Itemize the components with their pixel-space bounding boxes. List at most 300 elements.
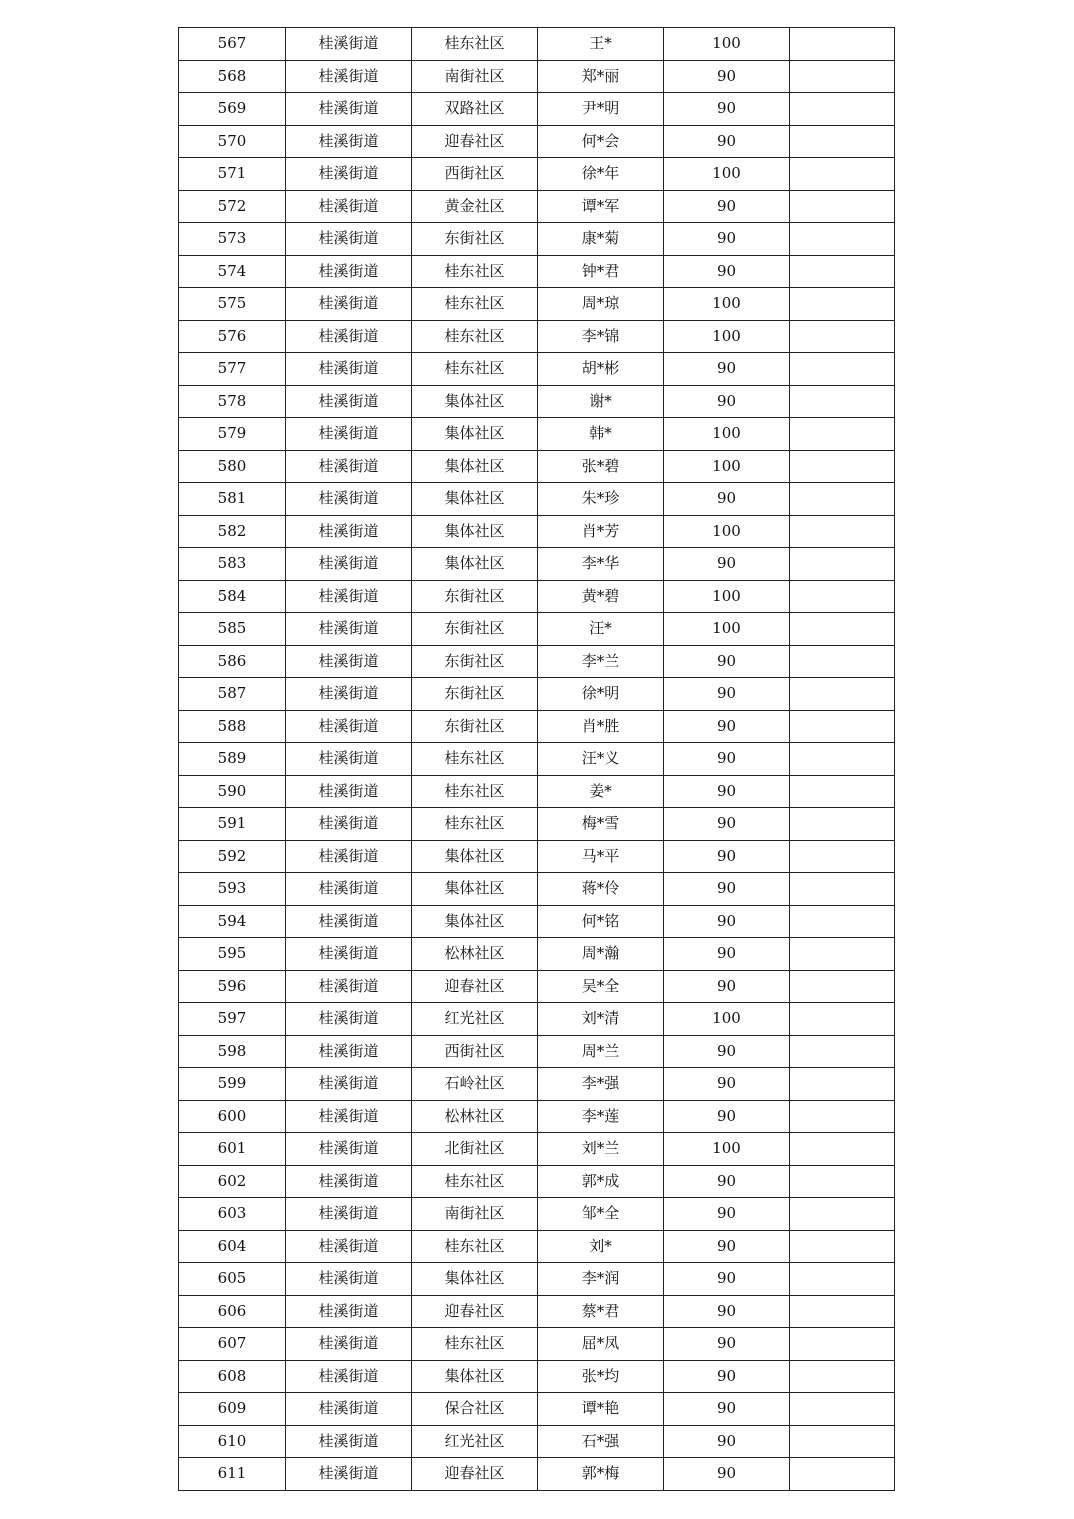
community-cell: 西街社区: [412, 1035, 538, 1068]
table-row: [179, 288, 895, 321]
street-cell: 桂溪街道: [286, 93, 412, 126]
table-row: [179, 548, 895, 581]
score-cell: 100: [664, 320, 790, 353]
table-row: [179, 1360, 895, 1393]
name-cell: 肖*芳: [538, 515, 664, 548]
row-number-cell: 575: [179, 288, 286, 321]
name-cell: 张*均: [538, 1360, 664, 1393]
score-cell: 100: [664, 288, 790, 321]
score-cell: 90: [664, 190, 790, 223]
street-cell: 桂溪街道: [286, 418, 412, 451]
community-cell: 桂东社区: [412, 255, 538, 288]
name-cell: 郭*成: [538, 1165, 664, 1198]
table-row: [179, 418, 895, 451]
row-number-cell: 570: [179, 125, 286, 158]
name-cell: 李*锦: [538, 320, 664, 353]
row-number-cell: 579: [179, 418, 286, 451]
table-row: [179, 1230, 895, 1263]
note-cell: [790, 1263, 895, 1296]
score-cell: 90: [664, 1458, 790, 1491]
row-number-cell: 576: [179, 320, 286, 353]
table-row: [179, 28, 895, 61]
name-cell: 姜*: [538, 775, 664, 808]
note-cell: [790, 710, 895, 743]
table-row: [179, 1295, 895, 1328]
row-number-cell: 588: [179, 710, 286, 743]
row-number-cell: 574: [179, 255, 286, 288]
note-cell: [790, 808, 895, 841]
name-cell: 马*平: [538, 840, 664, 873]
note-cell: [790, 840, 895, 873]
table-row: [179, 1393, 895, 1426]
community-cell: 集体社区: [412, 548, 538, 581]
note-cell: [790, 1393, 895, 1426]
score-cell: 90: [664, 1198, 790, 1231]
table-row: [179, 1263, 895, 1296]
score-cell: 90: [664, 970, 790, 1003]
table-row: [179, 873, 895, 906]
community-cell: 北街社区: [412, 1133, 538, 1166]
note-cell: [790, 580, 895, 613]
row-number-cell: 587: [179, 678, 286, 711]
roster-table-body: [179, 28, 895, 1491]
name-cell: 徐*明: [538, 678, 664, 711]
note-cell: [790, 385, 895, 418]
note-cell: [790, 418, 895, 451]
community-cell: 双路社区: [412, 93, 538, 126]
name-cell: 郑*丽: [538, 60, 664, 93]
community-cell: 红光社区: [412, 1425, 538, 1458]
score-cell: 90: [664, 483, 790, 516]
community-cell: 桂东社区: [412, 320, 538, 353]
score-cell: 90: [664, 548, 790, 581]
street-cell: 桂溪街道: [286, 710, 412, 743]
name-cell: 韩*: [538, 418, 664, 451]
street-cell: 桂溪街道: [286, 1263, 412, 1296]
score-cell: 90: [664, 1230, 790, 1263]
community-cell: 东街社区: [412, 710, 538, 743]
table-row: [179, 710, 895, 743]
name-cell: 谭*军: [538, 190, 664, 223]
table-row: [179, 515, 895, 548]
table-row: [179, 1100, 895, 1133]
street-cell: 桂溪街道: [286, 1133, 412, 1166]
score-cell: 100: [664, 450, 790, 483]
row-number-cell: 568: [179, 60, 286, 93]
street-cell: 桂溪街道: [286, 1328, 412, 1361]
community-cell: 集体社区: [412, 483, 538, 516]
street-cell: 桂溪街道: [286, 1100, 412, 1133]
community-cell: 东街社区: [412, 678, 538, 711]
community-cell: 保合社区: [412, 1393, 538, 1426]
score-cell: 100: [664, 515, 790, 548]
community-cell: 桂东社区: [412, 775, 538, 808]
name-cell: 张*碧: [538, 450, 664, 483]
table-row: [179, 1165, 895, 1198]
name-cell: 尹*明: [538, 93, 664, 126]
score-cell: 90: [664, 1068, 790, 1101]
table-row: [179, 450, 895, 483]
street-cell: 桂溪街道: [286, 1458, 412, 1491]
row-number-cell: 596: [179, 970, 286, 1003]
community-cell: 松林社区: [412, 1100, 538, 1133]
community-cell: 西街社区: [412, 158, 538, 191]
name-cell: 周*琼: [538, 288, 664, 321]
row-number-cell: 603: [179, 1198, 286, 1231]
community-cell: 集体社区: [412, 450, 538, 483]
community-cell: 东街社区: [412, 223, 538, 256]
row-number-cell: 585: [179, 613, 286, 646]
name-cell: 周*兰: [538, 1035, 664, 1068]
name-cell: 徐*年: [538, 158, 664, 191]
score-cell: 90: [664, 840, 790, 873]
note-cell: [790, 1230, 895, 1263]
community-cell: 南街社区: [412, 1198, 538, 1231]
row-number-cell: 572: [179, 190, 286, 223]
score-cell: 90: [664, 873, 790, 906]
row-number-cell: 604: [179, 1230, 286, 1263]
row-number-cell: 591: [179, 808, 286, 841]
score-cell: 90: [664, 645, 790, 678]
community-cell: 集体社区: [412, 385, 538, 418]
name-cell: 谭*艳: [538, 1393, 664, 1426]
street-cell: 桂溪街道: [286, 678, 412, 711]
name-cell: 石*强: [538, 1425, 664, 1458]
row-number-cell: 610: [179, 1425, 286, 1458]
note-cell: [790, 93, 895, 126]
score-cell: 90: [664, 223, 790, 256]
row-number-cell: 606: [179, 1295, 286, 1328]
name-cell: 王*: [538, 28, 664, 61]
community-cell: 桂东社区: [412, 28, 538, 61]
table-row: [179, 905, 895, 938]
street-cell: 桂溪街道: [286, 353, 412, 386]
table-row: [179, 678, 895, 711]
community-cell: 桂东社区: [412, 353, 538, 386]
note-cell: [790, 905, 895, 938]
table-row: [179, 1068, 895, 1101]
note-cell: [790, 1328, 895, 1361]
community-cell: 东街社区: [412, 580, 538, 613]
row-number-cell: 569: [179, 93, 286, 126]
note-cell: [790, 125, 895, 158]
row-number-cell: 595: [179, 938, 286, 971]
table-row: [179, 223, 895, 256]
roster-table: [178, 27, 895, 1491]
street-cell: 桂溪街道: [286, 1295, 412, 1328]
community-cell: 东街社区: [412, 613, 538, 646]
score-cell: 100: [664, 580, 790, 613]
community-cell: 石岭社区: [412, 1068, 538, 1101]
table-row: [179, 1133, 895, 1166]
street-cell: 桂溪街道: [286, 320, 412, 353]
street-cell: 桂溪街道: [286, 1068, 412, 1101]
note-cell: [790, 775, 895, 808]
score-cell: 90: [664, 1360, 790, 1393]
score-cell: 90: [664, 710, 790, 743]
name-cell: 吴*全: [538, 970, 664, 1003]
score-cell: 90: [664, 60, 790, 93]
name-cell: 何*会: [538, 125, 664, 158]
name-cell: 刘*清: [538, 1003, 664, 1036]
note-cell: [790, 1458, 895, 1491]
community-cell: 迎春社区: [412, 1458, 538, 1491]
table-row: [179, 775, 895, 808]
row-number-cell: 600: [179, 1100, 286, 1133]
community-cell: 迎春社区: [412, 970, 538, 1003]
street-cell: 桂溪街道: [286, 1360, 412, 1393]
table-row: [179, 93, 895, 126]
street-cell: 桂溪街道: [286, 905, 412, 938]
row-number-cell: 601: [179, 1133, 286, 1166]
score-cell: 100: [664, 613, 790, 646]
table-row: [179, 1003, 895, 1036]
community-cell: 集体社区: [412, 905, 538, 938]
name-cell: 刘*: [538, 1230, 664, 1263]
table-row: [179, 970, 895, 1003]
street-cell: 桂溪街道: [286, 60, 412, 93]
row-number-cell: 611: [179, 1458, 286, 1491]
note-cell: [790, 1165, 895, 1198]
row-number-cell: 592: [179, 840, 286, 873]
note-cell: [790, 190, 895, 223]
row-number-cell: 589: [179, 743, 286, 776]
score-cell: 90: [664, 1165, 790, 1198]
table-row: [179, 645, 895, 678]
row-number-cell: 583: [179, 548, 286, 581]
street-cell: 桂溪街道: [286, 1003, 412, 1036]
street-cell: 桂溪街道: [286, 255, 412, 288]
row-number-cell: 581: [179, 483, 286, 516]
score-cell: 90: [664, 775, 790, 808]
row-number-cell: 593: [179, 873, 286, 906]
score-cell: 90: [664, 743, 790, 776]
note-cell: [790, 1003, 895, 1036]
street-cell: 桂溪街道: [286, 190, 412, 223]
score-cell: 90: [664, 385, 790, 418]
street-cell: 桂溪街道: [286, 548, 412, 581]
name-cell: 梅*雪: [538, 808, 664, 841]
name-cell: 周*瀚: [538, 938, 664, 971]
row-number-cell: 598: [179, 1035, 286, 1068]
name-cell: 郭*梅: [538, 1458, 664, 1491]
street-cell: 桂溪街道: [286, 450, 412, 483]
table-row: [179, 743, 895, 776]
table-row: [179, 580, 895, 613]
name-cell: 屈*凤: [538, 1328, 664, 1361]
table-row: [179, 125, 895, 158]
table-row: [179, 1425, 895, 1458]
street-cell: 桂溪街道: [286, 1425, 412, 1458]
note-cell: [790, 223, 895, 256]
community-cell: 集体社区: [412, 418, 538, 451]
name-cell: 胡*彬: [538, 353, 664, 386]
row-number-cell: 571: [179, 158, 286, 191]
row-number-cell: 580: [179, 450, 286, 483]
name-cell: 肖*胜: [538, 710, 664, 743]
row-number-cell: 594: [179, 905, 286, 938]
score-cell: 90: [664, 1328, 790, 1361]
community-cell: 桂东社区: [412, 808, 538, 841]
score-cell: 90: [664, 1295, 790, 1328]
community-cell: 黄金社区: [412, 190, 538, 223]
community-cell: 东街社区: [412, 645, 538, 678]
community-cell: 桂东社区: [412, 1230, 538, 1263]
community-cell: 桂东社区: [412, 288, 538, 321]
note-cell: [790, 548, 895, 581]
community-cell: 桂东社区: [412, 743, 538, 776]
name-cell: 蔡*君: [538, 1295, 664, 1328]
table-row: [179, 840, 895, 873]
score-cell: 90: [664, 93, 790, 126]
note-cell: [790, 678, 895, 711]
note-cell: [790, 970, 895, 1003]
street-cell: 桂溪街道: [286, 483, 412, 516]
name-cell: 李*莲: [538, 1100, 664, 1133]
row-number-cell: 605: [179, 1263, 286, 1296]
table-row: [179, 483, 895, 516]
street-cell: 桂溪街道: [286, 580, 412, 613]
row-number-cell: 597: [179, 1003, 286, 1036]
table-row: [179, 1198, 895, 1231]
row-number-cell: 584: [179, 580, 286, 613]
score-cell: 90: [664, 678, 790, 711]
street-cell: 桂溪街道: [286, 1198, 412, 1231]
note-cell: [790, 743, 895, 776]
street-cell: 桂溪街道: [286, 288, 412, 321]
community-cell: 集体社区: [412, 840, 538, 873]
score-cell: 90: [664, 808, 790, 841]
note-cell: [790, 450, 895, 483]
name-cell: 钟*君: [538, 255, 664, 288]
note-cell: [790, 1198, 895, 1231]
table-row: [179, 613, 895, 646]
community-cell: 迎春社区: [412, 1295, 538, 1328]
score-cell: 90: [664, 1100, 790, 1133]
row-number-cell: 602: [179, 1165, 286, 1198]
table-row: [179, 190, 895, 223]
community-cell: 集体社区: [412, 1263, 538, 1296]
note-cell: [790, 938, 895, 971]
name-cell: 康*菊: [538, 223, 664, 256]
row-number-cell: 599: [179, 1068, 286, 1101]
score-cell: 90: [664, 1035, 790, 1068]
street-cell: 桂溪街道: [286, 385, 412, 418]
row-number-cell: 590: [179, 775, 286, 808]
street-cell: 桂溪街道: [286, 1393, 412, 1426]
row-number-cell: 586: [179, 645, 286, 678]
street-cell: 桂溪街道: [286, 840, 412, 873]
score-cell: 100: [664, 1003, 790, 1036]
name-cell: 何*铭: [538, 905, 664, 938]
score-cell: 100: [664, 158, 790, 191]
street-cell: 桂溪街道: [286, 125, 412, 158]
note-cell: [790, 1100, 895, 1133]
score-cell: 90: [664, 938, 790, 971]
table-row: [179, 158, 895, 191]
note-cell: [790, 1360, 895, 1393]
name-cell: 蒋*伶: [538, 873, 664, 906]
note-cell: [790, 1425, 895, 1458]
score-cell: 90: [664, 353, 790, 386]
score-cell: 90: [664, 1393, 790, 1426]
name-cell: 李*兰: [538, 645, 664, 678]
community-cell: 集体社区: [412, 873, 538, 906]
street-cell: 桂溪街道: [286, 223, 412, 256]
name-cell: 李*润: [538, 1263, 664, 1296]
name-cell: 朱*珍: [538, 483, 664, 516]
street-cell: 桂溪街道: [286, 28, 412, 61]
table-row: [179, 1035, 895, 1068]
name-cell: 李*华: [538, 548, 664, 581]
note-cell: [790, 353, 895, 386]
street-cell: 桂溪街道: [286, 158, 412, 191]
table-row: [179, 255, 895, 288]
row-number-cell: 567: [179, 28, 286, 61]
name-cell: 汪*: [538, 613, 664, 646]
street-cell: 桂溪街道: [286, 970, 412, 1003]
table-row: [179, 385, 895, 418]
note-cell: [790, 1068, 895, 1101]
score-cell: 100: [664, 418, 790, 451]
street-cell: 桂溪街道: [286, 808, 412, 841]
table-row: [179, 1328, 895, 1361]
name-cell: 刘*兰: [538, 1133, 664, 1166]
note-cell: [790, 158, 895, 191]
note-cell: [790, 1133, 895, 1166]
community-cell: 迎春社区: [412, 125, 538, 158]
community-cell: 集体社区: [412, 515, 538, 548]
street-cell: 桂溪街道: [286, 775, 412, 808]
score-cell: 90: [664, 905, 790, 938]
street-cell: 桂溪街道: [286, 1165, 412, 1198]
table-row: [179, 1458, 895, 1491]
note-cell: [790, 873, 895, 906]
note-cell: [790, 645, 895, 678]
note-cell: [790, 483, 895, 516]
name-cell: 邹*全: [538, 1198, 664, 1231]
table-row: [179, 320, 895, 353]
name-cell: 李*强: [538, 1068, 664, 1101]
note-cell: [790, 255, 895, 288]
score-cell: 90: [664, 1263, 790, 1296]
row-number-cell: 608: [179, 1360, 286, 1393]
score-cell: 100: [664, 28, 790, 61]
community-cell: 松林社区: [412, 938, 538, 971]
note-cell: [790, 288, 895, 321]
row-number-cell: 609: [179, 1393, 286, 1426]
community-cell: 桂东社区: [412, 1328, 538, 1361]
table-row: [179, 353, 895, 386]
street-cell: 桂溪街道: [286, 515, 412, 548]
row-number-cell: 607: [179, 1328, 286, 1361]
note-cell: [790, 1295, 895, 1328]
row-number-cell: 577: [179, 353, 286, 386]
note-cell: [790, 613, 895, 646]
note-cell: [790, 28, 895, 61]
table-row: [179, 938, 895, 971]
row-number-cell: 573: [179, 223, 286, 256]
note-cell: [790, 320, 895, 353]
name-cell: 黄*碧: [538, 580, 664, 613]
community-cell: 红光社区: [412, 1003, 538, 1036]
community-cell: 桂东社区: [412, 1165, 538, 1198]
note-cell: [790, 1035, 895, 1068]
community-cell: 南街社区: [412, 60, 538, 93]
street-cell: 桂溪街道: [286, 873, 412, 906]
community-cell: 集体社区: [412, 1360, 538, 1393]
street-cell: 桂溪街道: [286, 645, 412, 678]
